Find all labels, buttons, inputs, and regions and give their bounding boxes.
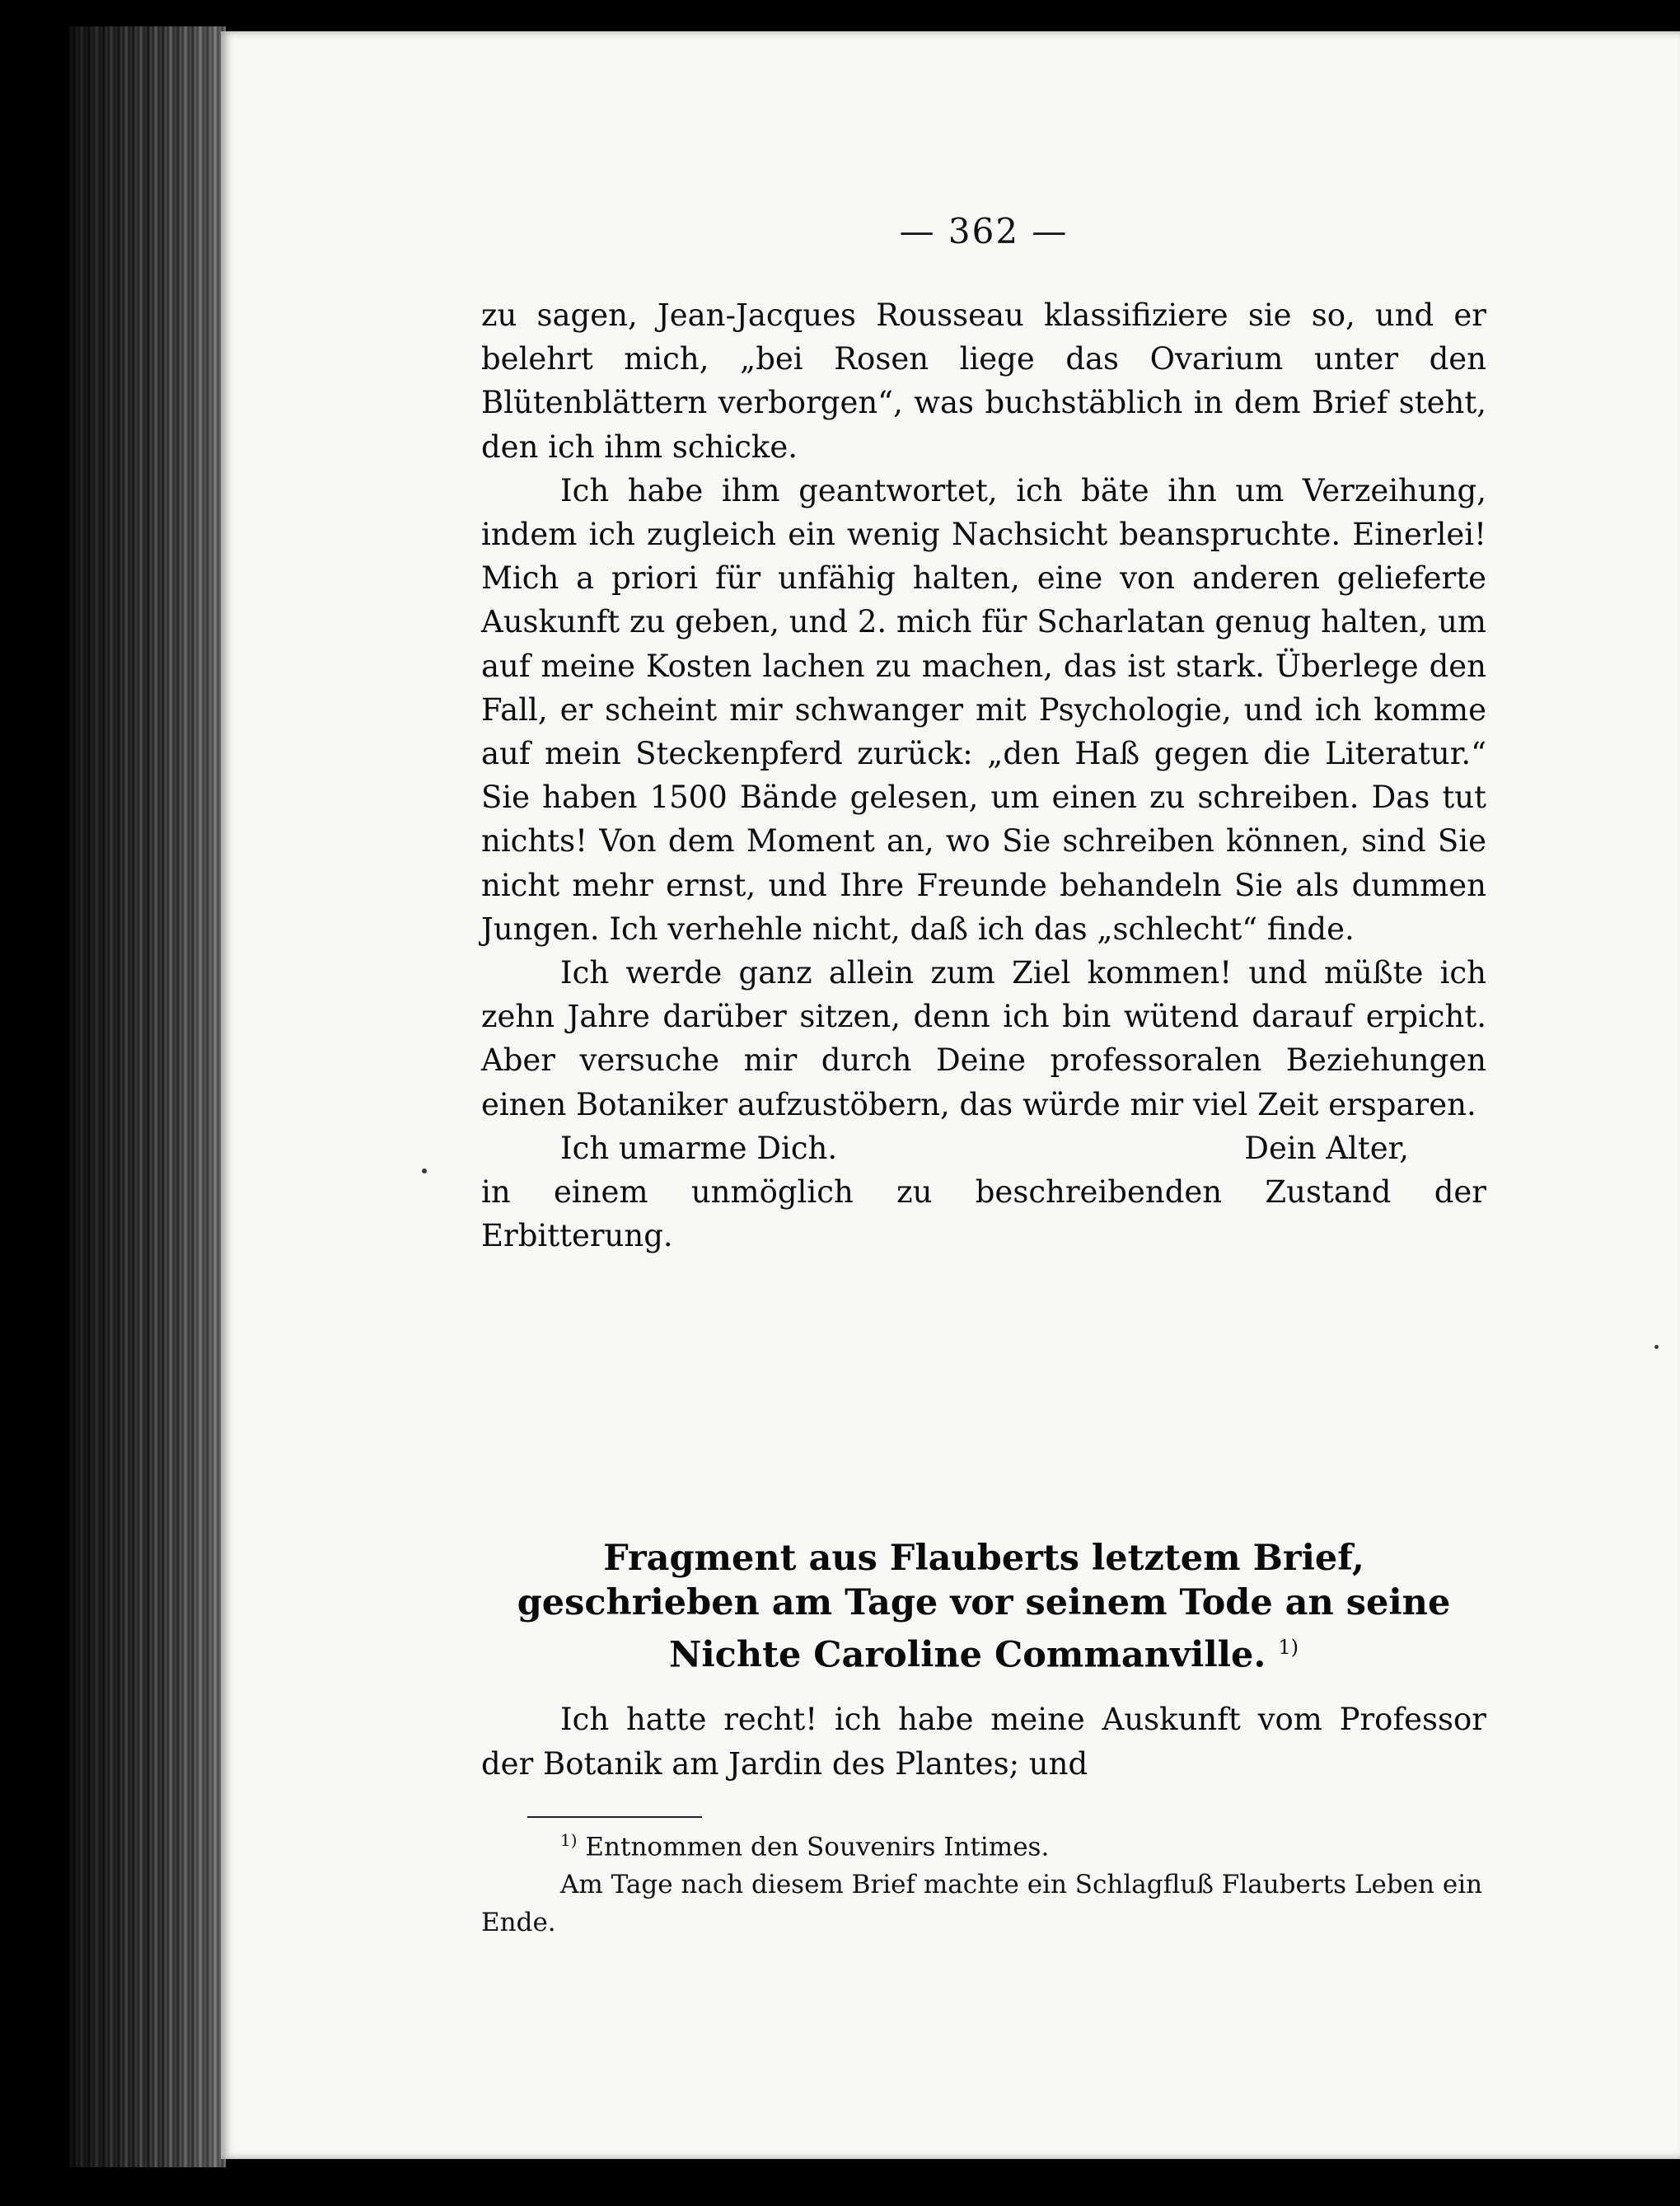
- book-page: [221, 31, 1680, 2159]
- footnotes: [481, 1821, 1486, 1941]
- section-heading-text: Fragment aus Flauberts letztem Brief, geschrieben am Tage vor seinem Tode an seine Nichte Caroline Commanville.: [517, 1538, 1451, 1676]
- section-body: [481, 1698, 1486, 1787]
- dust-speck: [422, 1169, 427, 1173]
- footnote-1-text: Entnommen den Souvenirs Intimes.: [585, 1832, 1050, 1862]
- footnote-2: Am Tage nach diesem Brief machte ein Schlagfluß Flauberts Leben ein Ende.: [481, 1870, 1483, 1938]
- section-heading: [481, 1536, 1486, 1677]
- page-edge-shadow: [69, 26, 226, 2167]
- heading-footnote-mark: 1): [1278, 1636, 1299, 1659]
- closing-line: in einem unmöglich zu beschreibenden Zustand der Erbitterung.: [481, 1174, 1486, 1254]
- footnote-1: [481, 1821, 1486, 1866]
- letter-paragraph-2: Ich habe ihm geantwortet, ich bäte ihn um Verzeihung, indem ich zugleich ein wenig Nachsicht beanspruchte. Einerlei! Mich a priori für unfähig halten, eine von anderen gelieferte Auskunft zu geben, und 2. mich für Scharlatan genug halten, um auf meine Kosten lachen zu machen, das ist stark. Überlege den Fall, er scheint mir schwanger mit Psychologie, und ich komme auf mein Steckenpferd zurück: „den Haß gegen die Literatur.“ Sie haben 1500 Bände gelesen, um einen zu schreiben. Das tut nichts! Von dem Moment an, wo Sie schreiben können, sind Sie nicht mehr ernst, und Ihre Freunde behandeln Sie als dummen Jungen. Ich verhehle nicht, daß ich das „schlecht“ finde.: [481, 472, 1486, 947]
- section-paragraph: Ich hatte recht! ich habe meine Auskunft vom Professor der Botanik am Jardin des Plantes; und: [481, 1702, 1486, 1782]
- letter-closing: [481, 1126, 1486, 1170]
- footnote-mark: 1): [560, 1830, 578, 1850]
- letter-body: [481, 293, 1486, 1258]
- closing-signature: Dein Alter,: [1244, 1130, 1409, 1166]
- letter-paragraph-1: zu sagen, Jean-Jacques Rousseau klassifiziere sie so, und er belehrt mich, „bei Rosen liege das Ovarium unter den Blütenblättern verborgen“, was buchstäblich in dem Brief steht, den ich ihm schicke.: [481, 297, 1486, 465]
- footnote-divider: [527, 1816, 702, 1818]
- dust-speck: [1654, 1345, 1659, 1349]
- page-number: — 362 —: [899, 211, 1069, 251]
- closing-greeting: Ich umarme Dich.: [560, 1130, 838, 1166]
- letter-paragraph-3: Ich werde ganz allein zum Ziel kommen! und müßte ich zehn Jahre darüber sitzen, denn ich bin wütend darauf erpicht. Aber versuche mir durch Deine professoralen Beziehungen einen Botaniker aufzustöbern, das würde mir viel Zeit ersparen.: [481, 955, 1486, 1122]
